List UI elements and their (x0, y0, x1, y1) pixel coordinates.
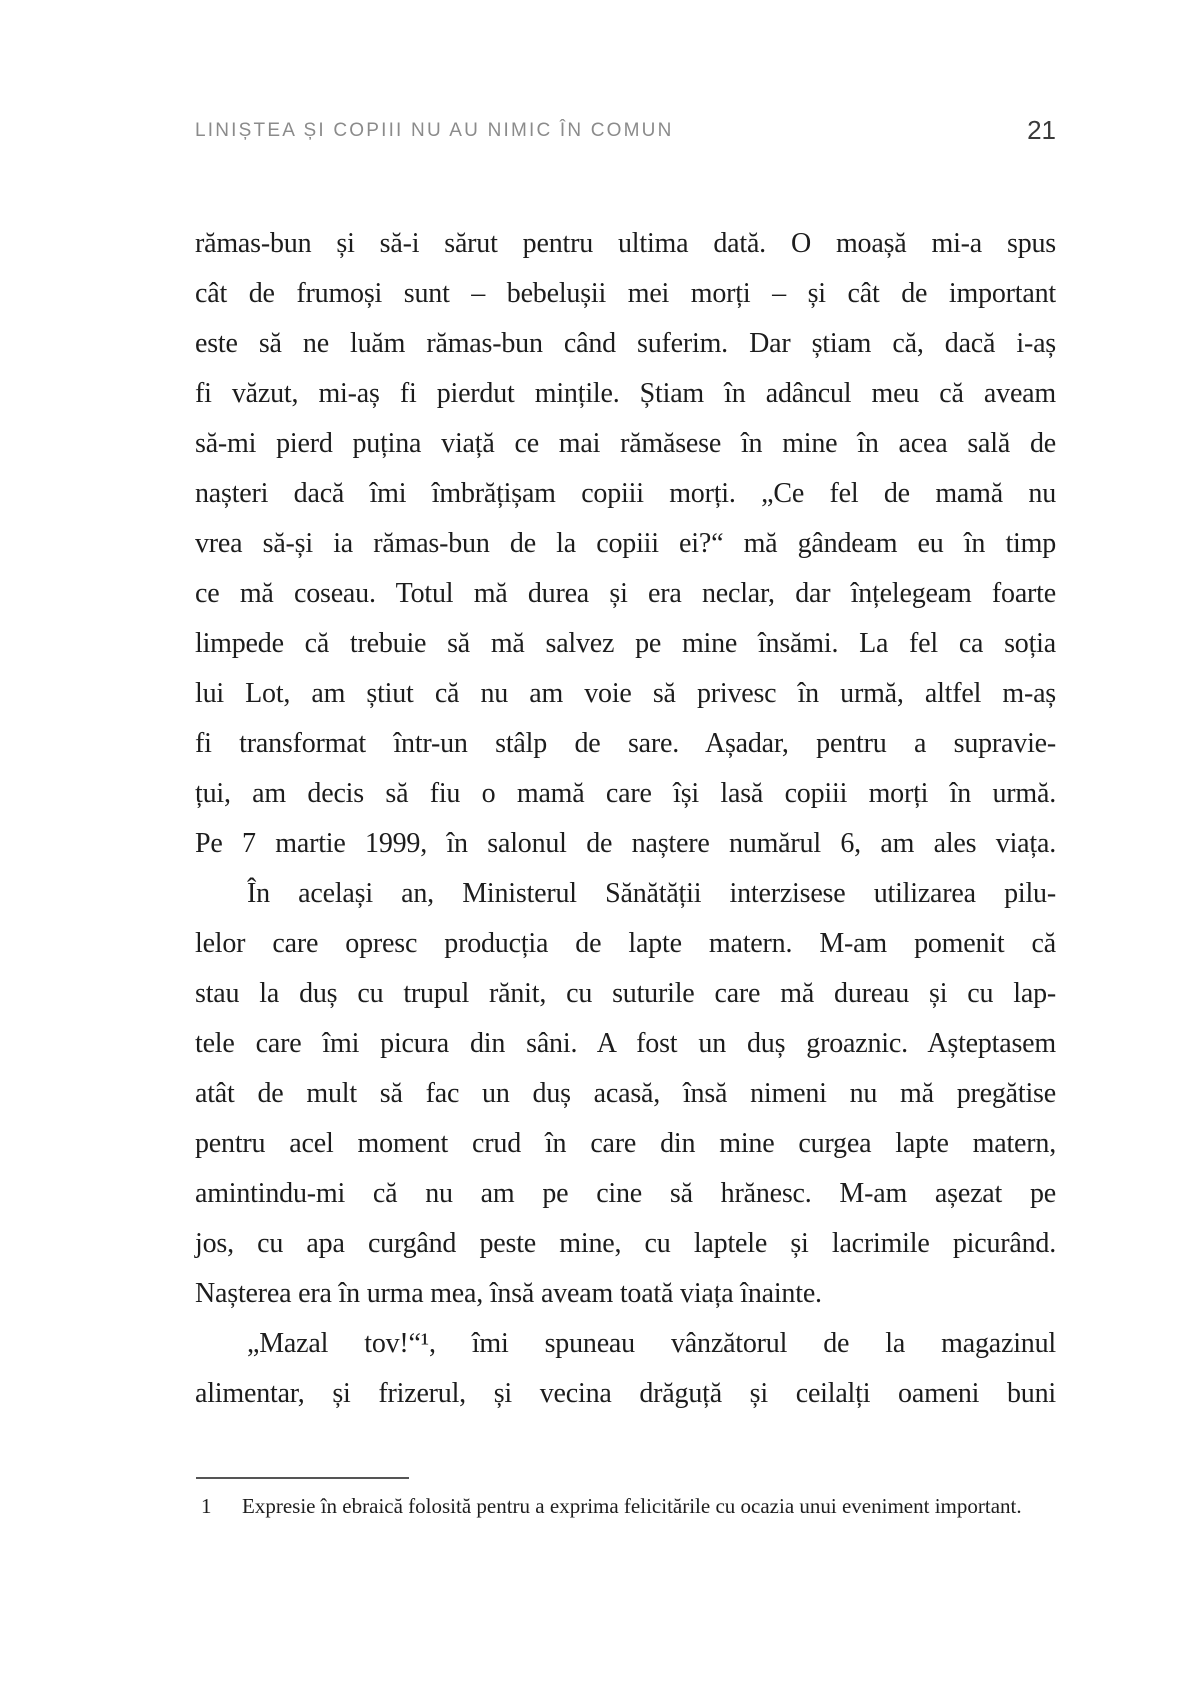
text-line: limpede că trebuie să mă salvez pe mine însămi. La fel ca soția (195, 628, 1056, 659)
text-line paragraph-end: Nașterea era în urma mea, însă aveam toată viața înainte. (195, 1278, 822, 1309)
text-line: să-mi pierd puțina viață ce mai rămăsese în mine în acea sală de (195, 428, 1056, 459)
text-line: jos, cu apa curgând peste mine, cu laptele și lacrimile picurând. (195, 1228, 1056, 1259)
body-text (195, 219, 1056, 1419)
page-number: 21 (1027, 115, 1056, 145)
text-line: țui, am decis să fiu o mamă care își lasă copiii morți în urmă. (195, 778, 1056, 809)
text-line: amintindu-mi că nu am pe cine să hrănesc. M-am așezat pe (195, 1178, 1056, 1209)
footnote (195, 1488, 1056, 1524)
text-line: pentru acel moment crud în care din mine curgea lapte matern, (195, 1128, 1056, 1159)
text-line: nașteri dacă îmi îmbrățișam copiii morți. „Ce fel de mamă nu (195, 478, 1056, 509)
text-line: vrea să-și ia rămas-bun de la copiii ei?“ mă gândeam eu în timp (195, 528, 1056, 559)
text-line paragraph-start: În același an, Ministerul Sănătății interzisese utilizarea pilu- (247, 878, 1056, 909)
footnote-marker: 1 (201, 1494, 212, 1518)
text-line: rămas-bun și să-i sărut pentru ultima dată. O moașă mi-a spus (195, 228, 1056, 259)
footnote-separator-rule (196, 1477, 409, 1479)
text-line: stau la duș cu trupul rănit, cu suturile care mă dureau și cu lap- (195, 978, 1056, 1009)
text-line: tele care îmi picura din sâni. A fost un duș groaznic. Așteptasem (195, 1028, 1056, 1059)
text-line: este să ne luăm rămas-bun când suferim. Dar știam că, dacă i-aș (195, 328, 1056, 359)
running-title: LINIȘTEA ȘI COPIII NU AU NIMIC ÎN COMUN (195, 120, 674, 141)
text-line: Pe 7 martie 1999, în salonul de naștere numărul 6, am ales viața. (195, 828, 1056, 859)
text-line: fi văzut, mi-aș fi pierdut mințile. Știam în adâncul meu că aveam (195, 378, 1056, 409)
text-line paragraph-start: „Mazal tov!“¹, îmi spuneau vânzătorul de la magazinul (247, 1328, 1056, 1359)
text-line: alimentar, și frizerul, și vecina drăguță și ceilalți oameni buni (195, 1378, 1056, 1409)
footnote-text: Expresie în ebraică folosită pentru a exprima felicitările cu ocazia unui eveniment important. (242, 1494, 1022, 1518)
text-line: cât de frumoși sunt – bebelușii mei morți – și cât de important (195, 278, 1056, 309)
text-line: lelor care opresc producția de lapte matern. M-am pomenit că (195, 928, 1056, 959)
text-line: fi transformat într-un stâlp de sare. Așadar, pentru a supravie- (195, 728, 1056, 759)
text-line: atât de mult să fac un duș acasă, însă nimeni nu mă pregătise (195, 1078, 1056, 1109)
text-line: ce mă coseau. Totul mă durea și era neclar, dar înțelegeam foarte (195, 578, 1056, 609)
text-line: lui Lot, am știut că nu am voie să privesc în urmă, altfel m-aș (195, 678, 1056, 709)
